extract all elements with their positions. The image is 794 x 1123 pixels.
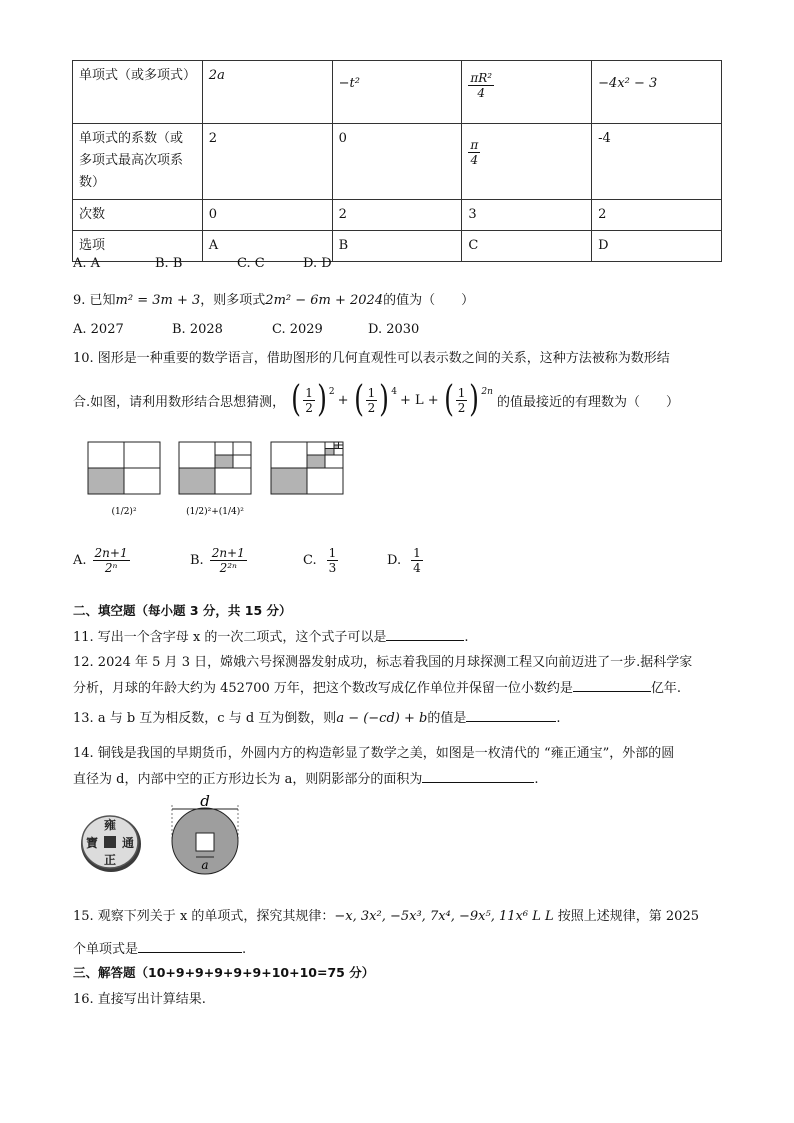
coin-char-bottom: 正	[103, 853, 117, 867]
q9-expr: m² = 3m + 3	[115, 293, 201, 308]
table-cell: B	[332, 231, 462, 262]
q9-option-a: A. 2027	[73, 322, 124, 337]
q14-line2	[73, 768, 538, 787]
fraction: $\frac{1}{4}$	[413, 546, 421, 575]
q9-option-b: B. 2028	[172, 322, 223, 337]
q14-text: 直径为 d，内部中空的正方形边长为 a，则阴影部分的面积为	[73, 772, 423, 787]
q10-figure-1	[88, 442, 160, 494]
q12-text: 亿年.	[650, 681, 682, 696]
q13-text: a 与 b 互为相反数，c 与 d 互为倒数，则	[97, 711, 337, 726]
q9-text: ，则多项式	[200, 293, 266, 308]
expr: −t²	[338, 76, 360, 91]
q13-expr: a − (−cd) + b	[336, 711, 428, 726]
q10-line1: 10. 图形是一种重要的数学语言，借助图形的几何直观性可以表示数之间的关系，这种方法被称为数形结	[73, 351, 670, 366]
fraction: $\frac{2n+1}{\text{2ⁿ}}$	[94, 546, 128, 575]
answer-blank[interactable]	[466, 707, 556, 722]
option-label: A.	[73, 553, 87, 568]
table-cell: 2	[332, 200, 462, 231]
expr: −4x² − 3	[598, 76, 658, 91]
q15-text: 个单项式是	[73, 942, 139, 957]
q11	[73, 626, 469, 645]
table-row	[73, 61, 722, 124]
q11-text: .	[464, 630, 469, 645]
q10-option-a	[73, 546, 130, 575]
q15-sequence: −x, 3x², −5x³, 7x⁴, −9x⁵, 11x⁶ L L	[334, 909, 554, 924]
table-row	[73, 200, 722, 231]
table-cell: 0	[202, 200, 332, 231]
table-cell: A	[202, 231, 332, 262]
q9-text: 的值为（ ）	[383, 293, 475, 308]
option-label: D.	[387, 553, 402, 568]
table-cell: 2	[202, 124, 332, 200]
q16: 16. 直接写出计算结果.	[73, 992, 206, 1007]
paren: (	[443, 379, 454, 420]
table-cell: D	[592, 231, 722, 262]
q15-text: .	[242, 942, 247, 957]
fraction: $\frac{1}{2}$	[457, 385, 466, 415]
paren: (	[291, 379, 302, 420]
coin-diagram	[168, 795, 244, 879]
coin-photo	[78, 812, 144, 874]
answer-blank[interactable]	[138, 938, 242, 953]
coin-char-left: 寶	[85, 836, 99, 850]
shaded-area	[307, 455, 325, 468]
q15-text: 按照上述规律，第 2025	[557, 909, 699, 924]
table-cell: 3	[462, 200, 592, 231]
q8-option-a: A. A	[73, 256, 101, 271]
q8-option-c: C. C	[237, 256, 265, 271]
table-cell: 单项式的系数（或多项式最高次项系数）	[73, 124, 203, 200]
fraction: $\frac{1}{3}$	[328, 546, 337, 575]
q15-line1	[73, 905, 699, 924]
coin-inner-square	[196, 833, 214, 851]
shaded-area	[271, 468, 307, 494]
q9-expr: 2m² − 6m + 2024	[265, 293, 384, 308]
table-cell: 次数	[73, 200, 203, 231]
table-cell	[592, 61, 722, 124]
fraction: $\frac{\pi}{4}$	[470, 138, 479, 167]
q10-text: 合.如图，请利用数形结合思想猜测，	[73, 394, 286, 410]
paren: )	[316, 379, 327, 420]
answer-blank[interactable]	[573, 677, 651, 692]
fraction: $\frac{1}{2}$	[305, 385, 313, 415]
q9-option-c: C. 2029	[272, 322, 323, 337]
answer-blank[interactable]	[422, 768, 534, 783]
table-cell: 2a	[202, 61, 332, 124]
paren: )	[469, 379, 480, 420]
label-a: a	[201, 858, 209, 872]
shaded-area	[334, 445, 339, 449]
paren: )	[379, 379, 390, 420]
q10-text: 的值最接近的有理数为（ ）	[496, 394, 679, 410]
fraction: $\frac{2n+1}{\text{2²ⁿ}}$	[211, 546, 245, 575]
label-d: d	[200, 795, 210, 810]
section-3-heading: 三、解答题（10+9+9+9+9+9+10+10=75 分）	[73, 965, 375, 980]
q14-text: .	[534, 772, 539, 787]
q10-caption-1: (1/2)²	[111, 507, 137, 517]
q13-text: 的值是	[427, 711, 467, 726]
answer-blank[interactable]	[386, 626, 464, 641]
shaded-area	[88, 468, 124, 494]
table-cell	[332, 61, 462, 124]
q9-option-d: D. 2030	[368, 322, 420, 337]
q13-text: 13.	[73, 711, 94, 726]
q12-line1: 12. 2024 年 5 月 3 日，嫦娥六号探测器发射成功，标志着我国的月球探测工程又向前迈进了一步.据科学家	[73, 655, 693, 670]
table-cell: 0	[332, 124, 462, 200]
q12-text: 分析，月球的年龄大约为 452700 万年，把这个数改写成亿作单位并保留一位小数约是	[73, 681, 573, 696]
q10-figures	[86, 438, 366, 524]
fraction: $\frac{1}{2}$	[367, 385, 376, 415]
q8-option-d: D. D	[303, 256, 332, 271]
q10-figure-3	[271, 442, 343, 494]
q15-text: 15. 观察下列关于 x 的单项式，探究其规律：	[73, 909, 335, 924]
q10-option-c	[303, 546, 338, 575]
q9-text: 9. 已知	[73, 293, 116, 308]
coin-square-hole	[104, 836, 116, 848]
q14-line1: 14. 铜钱是我国的早期货币，外圆内方的构造彰显了数学之美，如图是一枚清代的 “雍正通宝”，外部的圆	[73, 746, 675, 761]
table-cell: 选项	[73, 231, 203, 262]
q13-text: .	[556, 711, 561, 726]
coin-char-right: 通	[121, 836, 135, 850]
q12-line2	[73, 677, 681, 696]
q15-line2	[73, 938, 246, 957]
shaded-area	[325, 449, 334, 456]
q10-option-b	[190, 546, 247, 575]
table-cell: 2	[592, 200, 722, 231]
section-2-heading: 二、填空题（每小题 3 分，共 15 分）	[73, 603, 292, 618]
q8-table	[72, 60, 722, 262]
q10-line2	[73, 374, 679, 426]
shaded-area	[179, 468, 215, 494]
shaded-area	[215, 455, 233, 468]
fraction: $\frac{\text{πR²}}{4}$	[470, 71, 493, 100]
table-cell	[462, 61, 592, 124]
coin-char-top: 雍	[103, 818, 117, 832]
q11-text: 11. 写出一个含字母 x 的一次二项式，这个式子可以是	[73, 630, 387, 645]
q13	[73, 707, 561, 726]
q8-option-b: B. B	[155, 256, 183, 271]
q10-figure-2	[179, 442, 251, 494]
q10-option-d	[387, 546, 423, 575]
q10-caption-2: (1/2)²+(1/4)²	[186, 507, 244, 517]
table-row	[73, 124, 722, 200]
table-cell: -4	[592, 124, 722, 200]
option-label: C.	[303, 553, 317, 568]
table-cell: C	[462, 231, 592, 262]
table-cell	[462, 124, 592, 200]
option-label: B.	[190, 553, 204, 568]
q10-series-expr: ( $\frac{1}{2}$ ) $^2$ + ( $\frac{1}{2}$ ) $^4$ + L + ( $\frac{1}{2}$ ) $^{2n}$	[291, 379, 493, 420]
paren: (	[353, 379, 364, 420]
q9-stem	[73, 289, 474, 308]
table-cell: 单项式（或多项式）	[73, 61, 203, 124]
